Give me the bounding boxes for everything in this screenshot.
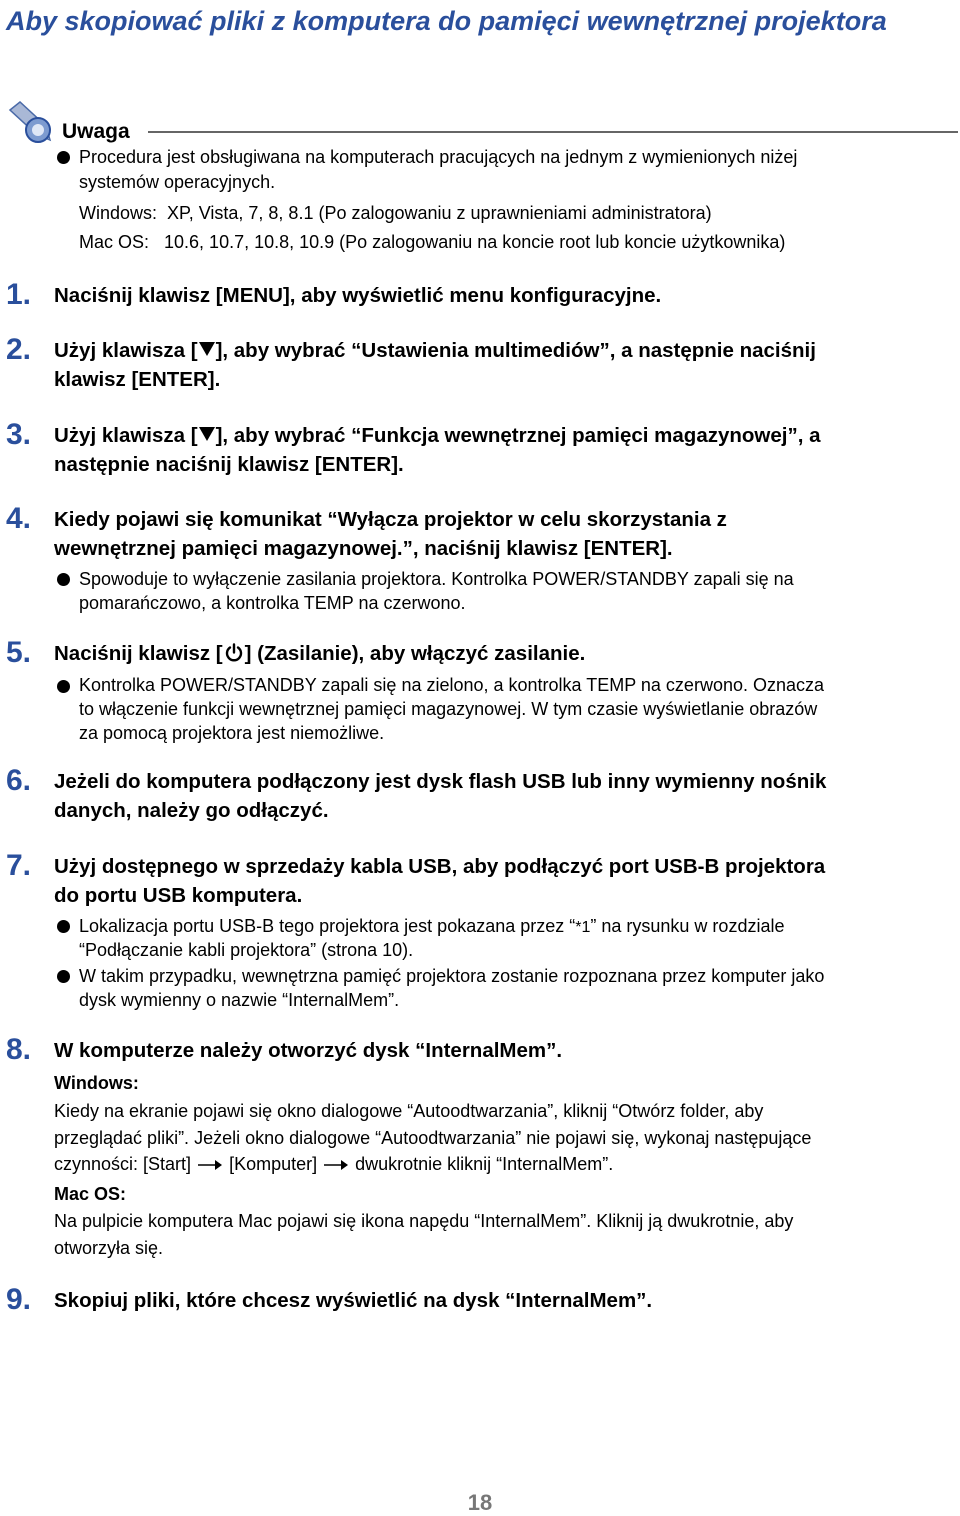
- step-text-part: do portu USB komputera.: [54, 883, 303, 907]
- step-text: [54, 337, 954, 394]
- bullet-text-part: Lokalizacja portu USB-B tego projektora jest pokazana przez “: [79, 916, 576, 936]
- mac-label: Mac OS:: [54, 1184, 127, 1204]
- step-text: [54, 422, 954, 479]
- step-text: [54, 640, 954, 669]
- para-line: Na pulpicie komputera Mac pojawi się ikona napędu “InternalMem”. Kliknij ją dwukrotnie, aby: [54, 1211, 794, 1231]
- windows-instructions: [54, 1098, 954, 1178]
- step-text-part: klawisz [ENTER].: [54, 367, 221, 391]
- windows-label: Windows:: [54, 1073, 139, 1093]
- step-text-part: danych, należy go odłączyć.: [54, 798, 329, 822]
- step-text-part: Jeżeli do komputera podłączony jest dysk flash USB lub inny wymienny nośnik: [54, 770, 827, 793]
- bullet-text: Kontrolka POWER/STANDBY zapali się na zielono, a kontrolka TEMP na czerwono. Oznacza: [79, 675, 825, 695]
- bullet-text: pomarańczowo, a kontrolka TEMP na czerwono.: [79, 593, 466, 613]
- bullet-text-part: ” na rysunku w rozdziale: [590, 916, 785, 936]
- note-mac-line: Mac OS: 10.6, 10.7, 10.8, 10.9 (Po zalogowaniu na koncie root lub koncie użytkownika): [79, 232, 786, 252]
- step-text: Naciśnij klawisz [MENU], aby wyświetlić menu konfiguracyjne.: [54, 284, 662, 307]
- step-number: 9.: [6, 1283, 32, 1316]
- step-number: 6.: [6, 764, 32, 797]
- step-text-part: Użyj dostępnego w sprzedaży kabla USB, aby podłączyć port USB-B projektora: [54, 855, 826, 878]
- down-arrow-key-icon: [199, 342, 215, 356]
- para-line: dwukrotnie kliknij “InternalMem”.: [355, 1154, 614, 1174]
- step-number: 3.: [6, 418, 32, 451]
- page-number: 18: [467, 1490, 493, 1515]
- step-text-part: następnie naciśnij klawisz [ENTER].: [54, 452, 404, 476]
- bullet-dot: [57, 680, 70, 693]
- bullet-text: za pomocą projektora jest niemożliwe.: [79, 723, 385, 743]
- step-text-part: wewnętrznej pamięci magazynowej.”, naciśnij klawisz [ENTER].: [54, 536, 673, 560]
- note-text: systemów operacyjnych.: [79, 172, 276, 192]
- bullet-text: W takim przypadku, wewnętrzna pamięć projektora zostanie rozpoznana przez komputer jako: [79, 966, 825, 986]
- step-number: 5.: [6, 636, 32, 669]
- page-title: Aby skopiować pliki z komputera do pamięci wewnętrznej projektora: [6, 6, 887, 36]
- step-text-part: Użyj klawisza [: [54, 424, 198, 447]
- para-line: [Komputer]: [229, 1154, 318, 1174]
- step-number: 2.: [6, 333, 32, 366]
- mac-instructions: [54, 1208, 954, 1261]
- reference-mark: *1: [575, 919, 591, 936]
- step-text-part: Naciśnij klawisz [: [54, 642, 223, 665]
- note-divider: [148, 131, 958, 133]
- step-text: Skopiuj pliki, które chcesz wyświetlić na dysk “InternalMem”.: [54, 1289, 653, 1312]
- note-windows-line: Windows: XP, Vista, 7, 8, 8.1 (Po zalogowaniu z uprawnieniami administratora): [79, 203, 712, 223]
- bullet-text: to włączenie funkcji wewnętrznej pamięci magazynowej. W tym czasie wyświetlanie obrazów: [79, 699, 818, 719]
- step-text: [54, 768, 954, 825]
- bullet-dot: [57, 970, 70, 983]
- bullet-text: “Podłączanie kabli projektora” (strona 10).: [79, 940, 414, 960]
- para-line: otworzyła się.: [54, 1237, 164, 1258]
- step-text-part: Kiedy pojawi się komunikat “Wyłącza projektor w celu skorzystania z: [54, 508, 727, 531]
- bullet-dot: [57, 573, 70, 586]
- pencil-note-icon: [8, 100, 54, 144]
- step-number: 7.: [6, 849, 32, 882]
- right-arrow-icon: [323, 1159, 349, 1171]
- bullet-text: [79, 914, 784, 941]
- step-text-part: ], aby wybrać “Ustawienia multimediów”, a następnie naciśnij: [215, 339, 816, 362]
- note-header: [8, 100, 958, 143]
- para-line: Kiedy na ekranie pojawi się okno dialogowe “Autoodtwarzania”, kliknij “Otwórz folder, aby: [54, 1101, 764, 1121]
- step-text: W komputerze należy otworzyć dysk “InternalMem”.: [54, 1039, 563, 1062]
- step-number: 8.: [6, 1033, 32, 1066]
- step-text-part: Użyj klawisza [: [54, 339, 198, 362]
- para-line: czynności: [Start]: [54, 1154, 192, 1174]
- step-text: [54, 853, 954, 910]
- right-arrow-icon: [197, 1159, 223, 1171]
- power-icon: [224, 643, 244, 663]
- note-text: Procedura jest obsługiwana na komputerach pracujących na jednym z wymienionych niżej: [79, 147, 798, 167]
- bullet-text: dysk wymienny o nazwie “InternalMem”.: [79, 990, 400, 1010]
- step-number: 4.: [6, 502, 32, 535]
- step-number: 1.: [6, 278, 32, 311]
- down-arrow-key-icon: [199, 427, 215, 441]
- para-line: przeglądać pliki”. Jeżeli okno dialogowe “Autoodtwarzania” nie pojawi się, wykonaj następujące: [54, 1127, 812, 1148]
- step-text-part: ], aby wybrać “Funkcja wewnętrznej pamięci magazynowej”, a: [215, 424, 821, 447]
- bullet-dot: [57, 920, 70, 933]
- bullet-dot: [57, 151, 70, 164]
- step-text: [54, 506, 954, 563]
- step-text-part: ] (Zasilanie), aby włączyć zasilanie.: [244, 642, 586, 665]
- bullet-text: Spowoduje to wyłączenie zasilania projektora. Kontrolka POWER/STANDBY zapali się na: [79, 569, 794, 589]
- note-label: Uwaga: [62, 120, 130, 143]
